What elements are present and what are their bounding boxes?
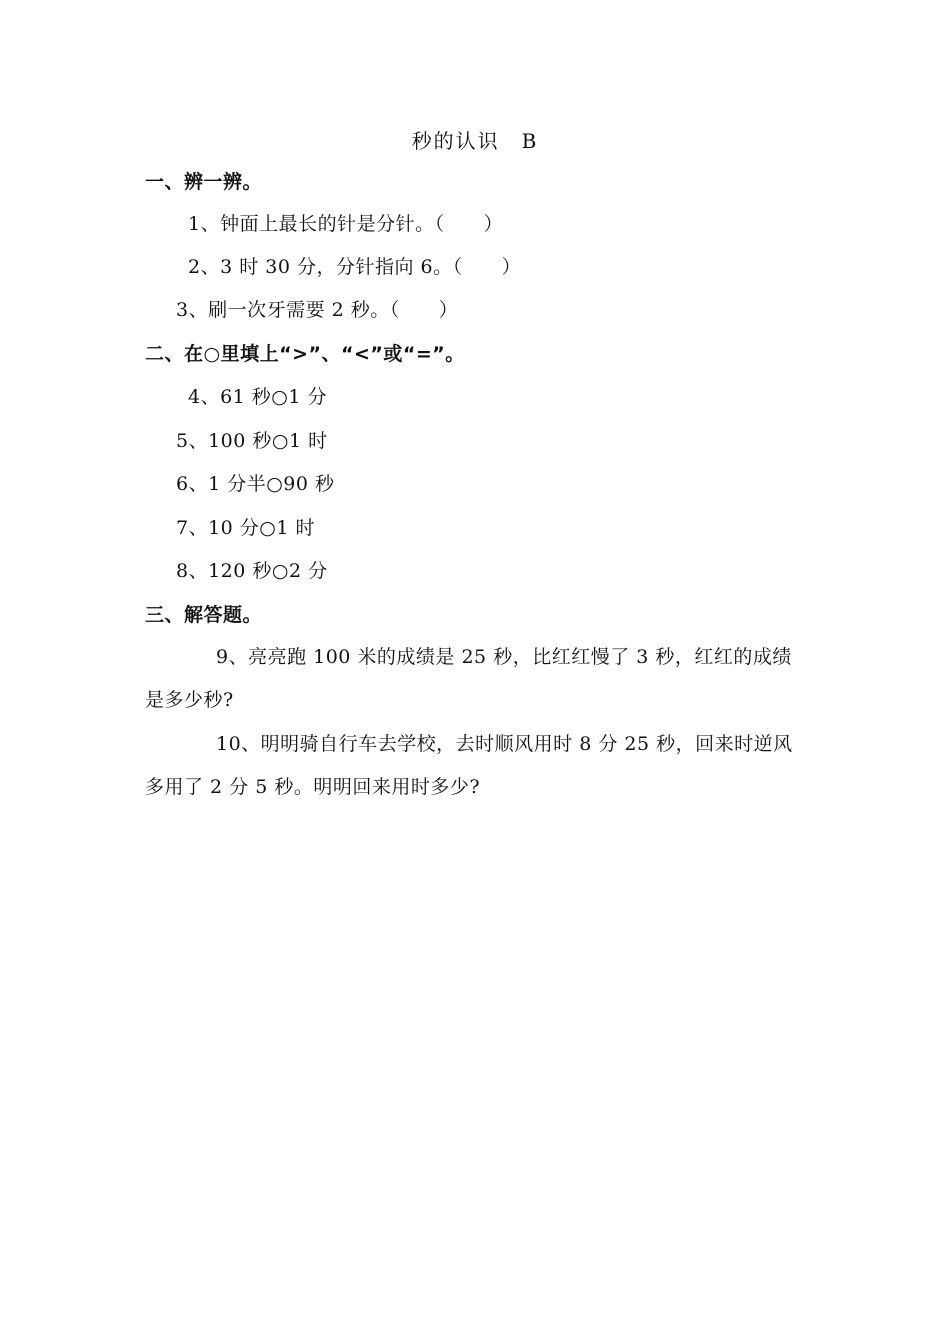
- section-heading-word-problems: 三、解答题。: [145, 604, 263, 626]
- question-1: 1、钟面上最长的针是分针。（ ）: [188, 213, 504, 235]
- question-3: 3、刷一次牙需要 2 秒。（ ）: [176, 299, 459, 321]
- question-10: 10、明明骑自行车去学校，去时顺风用时 8 分 25 秒，回来时逆风多用了 2 分 5 秒。明明回来用时多少?: [145, 733, 793, 798]
- question-5: 5、100 秒○1 时: [176, 430, 328, 452]
- question-9: 9、亮亮跑 100 米的成绩是 25 秒，比红红慢了 3 秒，红红的成绩是多少秒?: [145, 646, 792, 711]
- section-heading-judge: 一、辨一辨。: [145, 171, 263, 193]
- question-6: 6、1 分半○90 秒: [176, 473, 335, 495]
- question-7: 7、10 分○1 时: [176, 517, 316, 539]
- section-heading-compare: 二、在○里填上“>”、“<”或“=”。: [145, 343, 465, 365]
- page-title: 秒的认识 B: [411, 129, 539, 153]
- question-4: 4、61 秒○1 分: [188, 386, 328, 408]
- question-2: 2、3 时 30 分，分针指向 6。（ ）: [188, 256, 522, 278]
- question-8: 8、120 秒○2 分: [176, 560, 328, 582]
